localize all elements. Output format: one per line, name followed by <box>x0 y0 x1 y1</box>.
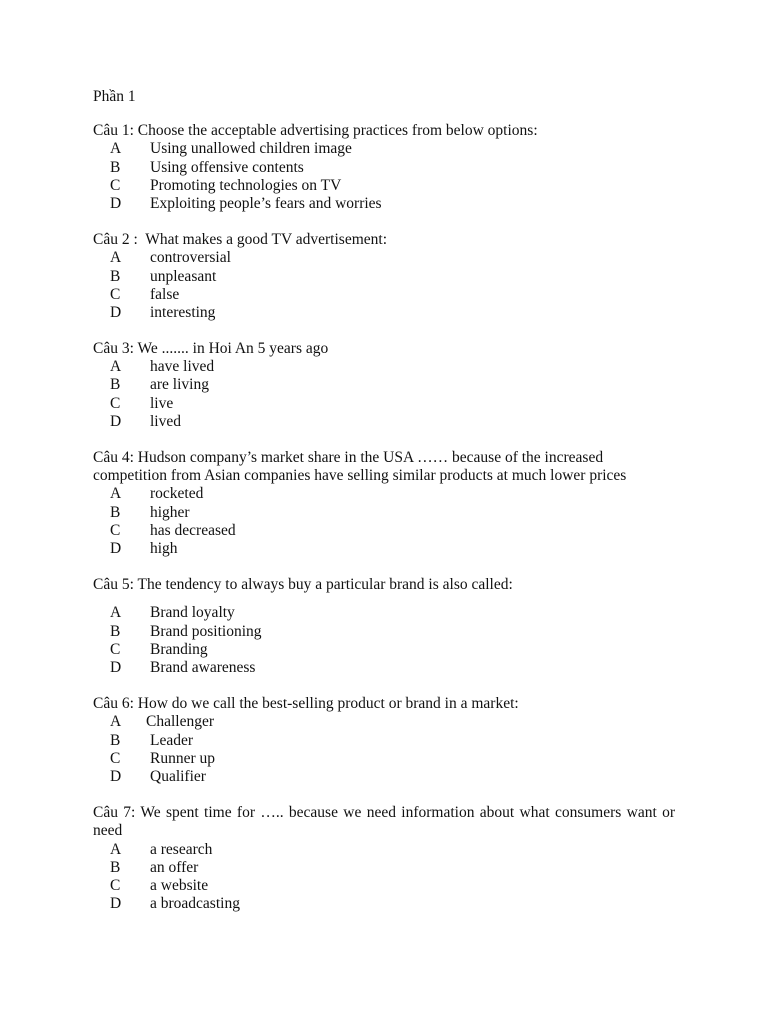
option-text: lived <box>150 412 181 430</box>
option-letter: C <box>110 176 121 194</box>
option-text: higher <box>150 503 190 521</box>
option-list <box>93 358 675 431</box>
option-text: an offer <box>150 858 199 876</box>
option-a <box>93 249 675 267</box>
option-a <box>93 713 675 731</box>
option-text: a research <box>150 840 213 858</box>
option-letter: D <box>110 895 122 913</box>
option-d <box>93 304 675 322</box>
option-letter: D <box>110 194 122 212</box>
option-letter: A <box>110 485 122 503</box>
option-b <box>93 376 675 394</box>
question-text: Câu 6: How do we call the best-selling product or brand in a market: <box>93 695 519 713</box>
option-letter: A <box>110 604 122 622</box>
option-text: high <box>150 540 178 558</box>
option-letter: D <box>110 412 122 430</box>
option-letter: D <box>110 303 122 321</box>
option-letter: B <box>110 158 121 176</box>
question-text-line-2: competition from Asian companies have selling similar products at much lower prices <box>93 467 627 485</box>
option-letter: A <box>110 840 122 858</box>
option-c <box>93 750 675 768</box>
option-c <box>93 877 675 895</box>
option-b <box>93 859 675 877</box>
option-d <box>93 659 675 677</box>
option-text: Using offensive contents <box>150 158 304 176</box>
option-letter: A <box>110 358 122 376</box>
option-text: Exploiting people’s fears and worries <box>150 194 382 212</box>
option-letter: C <box>110 521 121 539</box>
option-text: a website <box>150 876 209 894</box>
option-letter: D <box>110 540 122 558</box>
question-text: Câu 7: We spent time for ….. because we need information about what consumers want or need <box>93 804 675 840</box>
option-text: rocketed <box>150 485 204 503</box>
option-text: are living <box>150 376 209 394</box>
option-a <box>93 485 675 503</box>
option-c <box>93 177 675 195</box>
option-text: Qualifier <box>150 767 206 785</box>
question-4 <box>93 449 675 558</box>
option-b <box>93 504 675 522</box>
option-d <box>93 540 675 558</box>
option-b <box>93 623 675 641</box>
option-letter: B <box>110 503 121 521</box>
option-letter: B <box>110 858 121 876</box>
question-5 <box>93 576 675 677</box>
question-spacer <box>93 594 675 604</box>
question-text: Câu 1: Choose the acceptable advertising practices from below options: <box>93 122 538 140</box>
option-text: a broadcasting <box>150 895 240 913</box>
document-page <box>93 88 675 931</box>
option-letter: C <box>110 285 121 303</box>
option-d <box>93 195 675 213</box>
option-a <box>93 841 675 859</box>
option-text: Promoting technologies on TV <box>150 176 342 194</box>
option-letter: C <box>110 640 121 658</box>
option-text: Challenger <box>146 713 215 731</box>
option-text: have lived <box>150 358 215 376</box>
option-text: Brand awareness <box>150 658 256 676</box>
option-text: interesting <box>150 303 216 321</box>
option-letter: D <box>110 658 122 676</box>
option-text: false <box>150 285 180 303</box>
question-text-line-1: Câu 4: Hudson company’s market share in the USA …… because of the increased <box>93 449 604 467</box>
question-2 <box>93 231 675 322</box>
option-text: unpleasant <box>150 267 217 285</box>
question-1 <box>93 122 675 213</box>
option-d <box>93 768 675 786</box>
option-c <box>93 522 675 540</box>
option-text: live <box>150 394 174 412</box>
option-letter: A <box>110 713 122 731</box>
option-letter: C <box>110 749 121 767</box>
option-list <box>93 485 675 558</box>
question-7 <box>93 804 675 913</box>
option-c <box>93 286 675 304</box>
option-a <box>93 358 675 376</box>
option-text: Branding <box>150 640 208 658</box>
option-text: Leader <box>150 731 194 749</box>
option-letter: A <box>110 140 122 158</box>
option-b <box>93 732 675 750</box>
option-letter: C <box>110 876 121 894</box>
question-text: Câu 2 : What makes a good TV advertisement: <box>93 231 388 249</box>
option-list <box>93 841 675 914</box>
option-letter: B <box>110 376 121 394</box>
question-text: Câu 5: The tendency to always buy a particular brand is also called: <box>93 576 513 594</box>
option-text: has decreased <box>150 521 236 539</box>
question-text: Câu 3: We ....... in Hoi An 5 years ago <box>93 340 329 358</box>
option-text: controversial <box>150 249 231 267</box>
question-6 <box>93 695 675 786</box>
section-title: Phần 1 <box>93 88 136 105</box>
option-a <box>93 604 675 622</box>
option-c <box>93 395 675 413</box>
option-letter: C <box>110 394 121 412</box>
option-text: Runner up <box>150 749 216 767</box>
option-list <box>93 249 675 322</box>
option-list <box>93 604 675 677</box>
option-b <box>93 159 675 177</box>
option-c <box>93 641 675 659</box>
option-d <box>93 895 675 913</box>
question-3 <box>93 340 675 431</box>
option-text: Brand loyalty <box>150 604 235 622</box>
option-letter: A <box>110 249 122 267</box>
option-letter: B <box>110 267 121 285</box>
option-a <box>93 140 675 158</box>
option-list <box>93 713 675 786</box>
option-letter: D <box>110 767 122 785</box>
option-list <box>93 140 675 213</box>
option-letter: B <box>110 731 121 749</box>
option-letter: B <box>110 622 121 640</box>
option-b <box>93 268 675 286</box>
option-text: Brand positioning <box>150 622 262 640</box>
option-d <box>93 413 675 431</box>
option-text: Using unallowed children image <box>150 140 352 158</box>
